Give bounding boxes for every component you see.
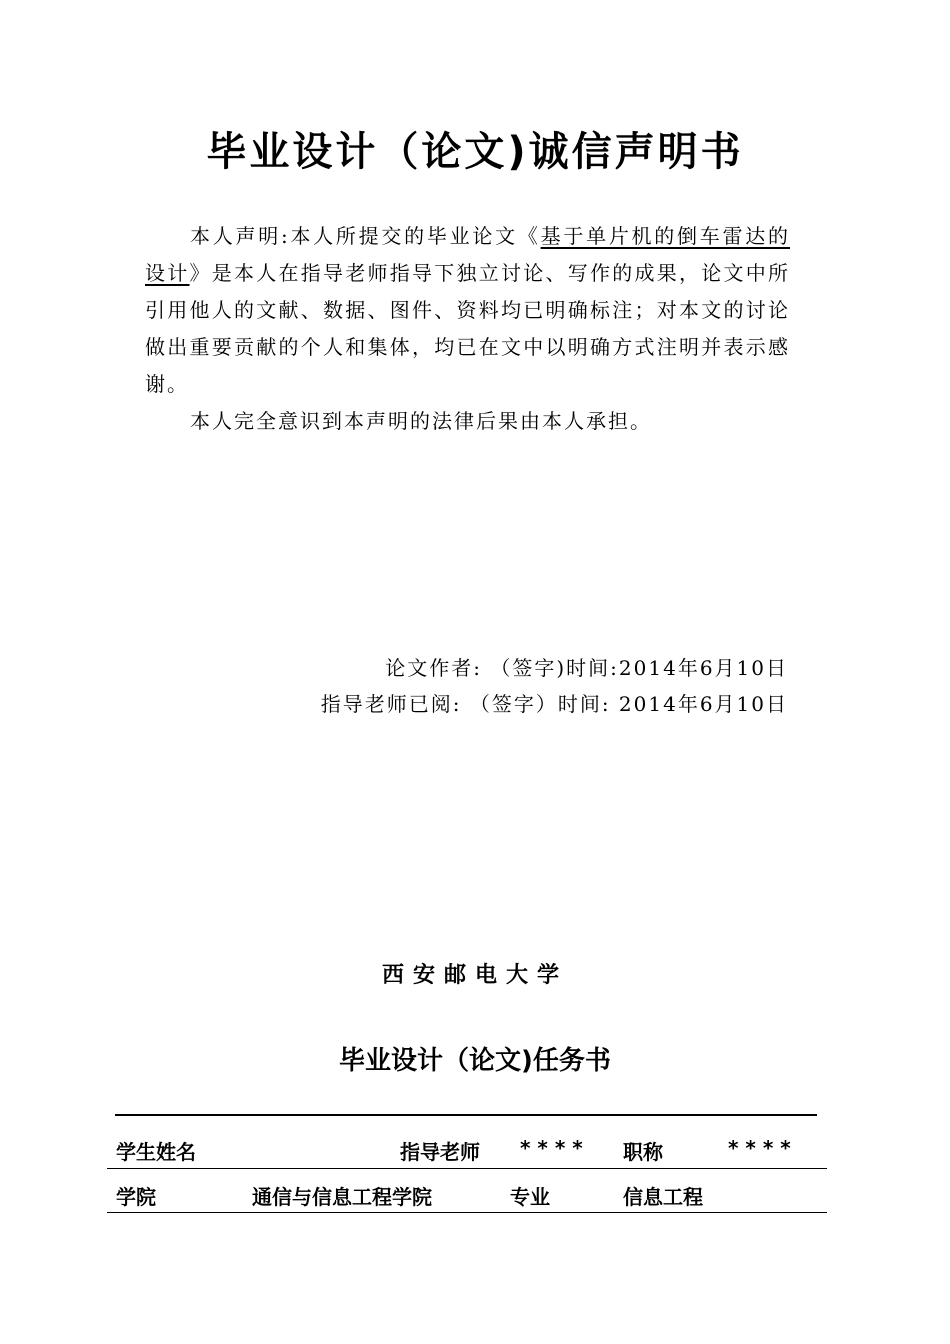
rank-label: 职称: [623, 1140, 663, 1164]
declaration-paragraph: [145, 218, 790, 403]
thesis-title: 基于单片机的倒车雷达的设计: [145, 224, 790, 285]
table-row-divider: [107, 1168, 827, 1169]
student-name-label: 学生姓名: [116, 1140, 196, 1164]
legal-consequence-paragraph: 本人完全意识到本声明的法律后果由本人承担。: [190, 409, 652, 433]
table-bottom-rule: [107, 1212, 827, 1213]
table-top-rule: [115, 1114, 817, 1116]
advisor-value: * * * *: [520, 1136, 583, 1160]
school-label: 学院: [116, 1185, 156, 1209]
school-value: 通信与信息工程学院: [252, 1185, 432, 1209]
declaration-text-after: 》是本人在指导老师指导下独立讨论、写作的成果，论文中所引用他人的文献、数据、图件、资料均已明确标注；对本文的讨论做出重要贡献的个人和集体，均已在文中以明确方式注明并表示感谢。: [145, 261, 790, 396]
author-signature-line: 论文作者: （签字)时间:2014年6月10日: [385, 656, 788, 680]
advisor-signature-line: 指导老师已阅: （签字）时间: 2014年6月10日: [320, 692, 788, 716]
major-value: 信息工程: [623, 1185, 703, 1209]
declaration-title: 毕业设计（论文)诚信声明书: [206, 129, 744, 175]
rank-value: * * * *: [728, 1136, 791, 1160]
declaration-text-before: 本人声明:本人所提交的毕业论文《: [190, 224, 541, 248]
advisor-label: 指导老师: [400, 1140, 480, 1164]
task-book-title: 毕业设计（论文)任务书: [339, 1046, 611, 1076]
major-label: 专业: [510, 1185, 550, 1209]
university-name: 西安邮电大学: [381, 963, 568, 988]
